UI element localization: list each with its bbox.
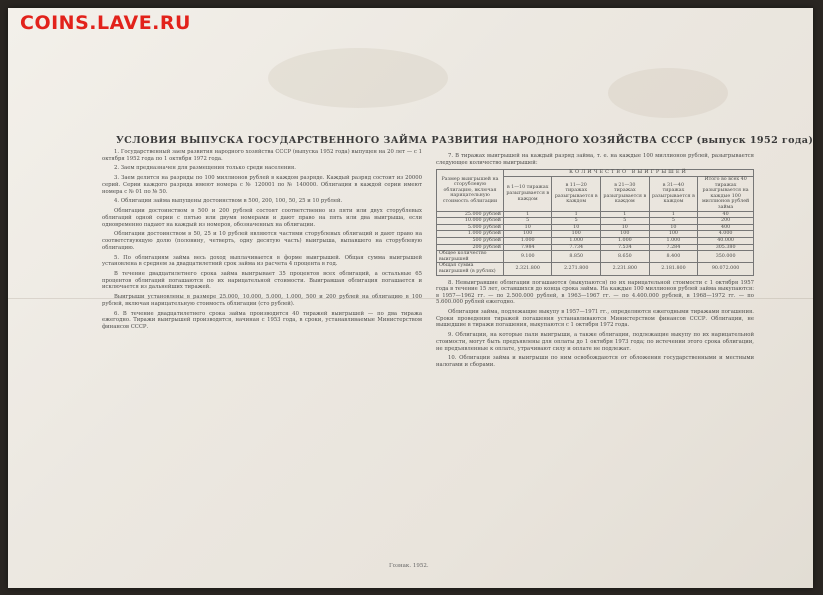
table-header-size: Размер выигрышей на сторублевую облигацию, включая нарицательную стоимость облигации [437, 170, 504, 211]
table-row [437, 218, 754, 225]
table-col-1: в 1—10 тиражах разыгрывается в каждом [504, 177, 552, 212]
table-cell: 7.284 [649, 244, 698, 251]
table-cell: 500 рублей [437, 238, 504, 245]
condition-paragraph: Облигации достоинством в 500 и 200 рублей состоят соответственно из пяти или двух сторублевых облигаций одной серии с пятью или двумя номерами и дают право на пять или два выигрыша, если одновременно падают на каждый из номеров, обозначенных на облигации. [102, 208, 422, 228]
table-cell: 40.000 [698, 238, 754, 245]
table-total-row [437, 251, 754, 263]
table-cell: 350.000 [698, 251, 754, 263]
table-cell: 9.100 [504, 251, 552, 263]
paper-stain [608, 68, 728, 118]
table-cell: 10 [649, 224, 698, 231]
table-col-2: в 11—20 тиражах разыгрывается в каждом [552, 177, 601, 212]
table-cell: 10 [504, 224, 552, 231]
table-cell: 100 [552, 231, 601, 238]
table-cell: 2.321.800 [504, 263, 552, 275]
table-row [437, 211, 754, 218]
watermark: COINS.LAVE.RU [20, 12, 191, 34]
table-cell: 5 [552, 218, 601, 225]
table-cell: 2.181.800 [649, 263, 698, 275]
table-cell: 5 [504, 218, 552, 225]
table-cell: 2.231.800 [601, 263, 650, 275]
bond-paper [8, 8, 813, 588]
table-cell: 1 [552, 211, 601, 218]
condition-paragraph: 3. Заем делится на разряды по 100 миллионов рублей в каждом разряде. Каждый разряд состоит из 20000 серий. Серии каждого разряда имеют номера с № 120001 по № 140000. Облигации в каждой серии имеют номера с № 01 по № 50. [102, 175, 422, 195]
table-cell: 7.534 [601, 244, 650, 251]
table-cell: 8.850 [552, 251, 601, 263]
condition-paragraph: В течение двадцатилетнего срока займа выигрывает 35 процентов всех облигаций, а остальные 65 процентов облигаций погашаются по их нарицательной стоимости. Выигравшая облигация погашается и исключается из дальнейших тиражей. [102, 270, 422, 291]
condition-paragraph: 9. Облигации, на которые пали выигрыши, а также облигации, подлежащие выкупу по их нарицательной стоимости, могут быть предъявлены для оплаты до 1 октября 1973 года; по истечении этого срока облигации, не предъявленные к оплате, утрачивают силу и оплате не подлежат. [436, 332, 754, 352]
table-cell: 1.000 [552, 238, 601, 245]
table-total-label: Общее количество выигрышей [437, 251, 504, 263]
condition-paragraph: 2. Заем предназначен для размещения только среди населения. [114, 165, 296, 172]
table-cell: 5 [649, 218, 698, 225]
table-col-4: в 31—40 тиражах разыгрывается в каждом [649, 177, 698, 212]
condition-paragraph: 4. Облигации займа выпущены достоинством в 500, 200, 100, 50, 25 и 10 рублей. [114, 198, 343, 205]
table-cell: 8.650 [601, 251, 650, 263]
table-cell: 1.000 рублей [437, 231, 504, 238]
table-cell: 10 [552, 224, 601, 231]
table-cell: 2.271.800 [552, 263, 601, 275]
printer-mark: Гознак. 1952. [389, 563, 429, 569]
table-cell: 1.000 [601, 238, 650, 245]
right-column [436, 153, 754, 372]
table-total-label: Общая сумма выигрышей (в рублях) [437, 263, 504, 275]
table-cell: 100 [601, 231, 650, 238]
table-cell: 7.984 [504, 244, 552, 251]
table-col-5: Итого во всех 40 тиражах разыгрывается на каждые 100 миллионов рублей займа [698, 177, 754, 212]
paper-stain [268, 48, 448, 108]
table-total-row [437, 263, 754, 275]
table-col-3: в 21—30 тиражах разыгрывается в каждом [601, 177, 650, 212]
condition-paragraph: Облигации достоинством в 50, 25 и 10 рублей являются частями сторублевых облигаций и дают право на соответствующую долю (половину, четверть, одну десятую часть) выигрыша, выпавшего на сторублевую облигацию. [102, 231, 422, 251]
winnings-table [436, 169, 754, 275]
table-cell: 1 [504, 211, 552, 218]
table-cell: 4.000 [698, 231, 754, 238]
table-cell: 10 [601, 224, 650, 231]
condition-paragraph: 10. Облигации займа и выигрыши по ним освобождаются от обложения государственными и местными налогами и сборами. [436, 355, 754, 368]
table-row [437, 244, 754, 251]
table-cell: 400 [698, 224, 754, 231]
table-cell: 5 [601, 218, 650, 225]
table-row [437, 238, 754, 245]
table-cell: 100 [504, 231, 552, 238]
table-cell: 7.734 [552, 244, 601, 251]
table-cell: 305.380 [698, 244, 754, 251]
table-cell: 90.072.000 [698, 263, 754, 275]
table-cell: 1.000 [649, 238, 698, 245]
table-header-count: КОЛИЧЕСТВО ВЫИГРЫШЕЙ [504, 170, 754, 177]
condition-paragraph: 7. В тиражах выигрышей на каждый разряд займа, т. е. на каждые 100 миллионов рублей, разыгрывается следующее количество выигрышей: [436, 153, 754, 166]
table-cell: 40 [698, 211, 754, 218]
table-cell: 1 [649, 211, 698, 218]
table-cell: 200 [698, 218, 754, 225]
table-cell: 10.000 рублей [437, 218, 504, 225]
condition-paragraph: 6. В течение двадцатилетнего срока займа производится 40 тиражей выигрышей — по два тиража ежегодно. Тиражи выигрышей производятся, начиная с 1953 года, в сроки, устанавливаемые Министерством финансов СССР. [102, 310, 422, 330]
table-row [437, 224, 754, 231]
condition-paragraph: 1. Государственный заем развития народного хозяйства СССР (выпуска 1952 года) выпущен на 20 лет — с 1 октября 1952 года по 1 октября 1972 года. [102, 149, 422, 162]
table-cell: 8.400 [649, 251, 698, 263]
table-cell: 5.000 рублей [437, 224, 504, 231]
table-cell: 1.000 [504, 238, 552, 245]
condition-paragraph: 5. По облигациям займа весь доход выплачивается в форме выигрышей. Общая сумма выигрышей установлена в среднем за двадцатилетний срок займа из расчета 4 процента в год. [102, 254, 422, 268]
table-cell: 200 рублей [437, 244, 504, 251]
table-cell: 1 [601, 211, 650, 218]
document-title: УСЛОВИЯ ВЫПУСКА ГОСУДАРСТВЕННОГО ЗАЙМА РАЗВИТИЯ НАРОДНОГО ХОЗЯЙСТВА СССР (выпуск 1952 года) [116, 135, 813, 146]
table-row [437, 231, 754, 238]
left-column [102, 149, 422, 334]
table-cell: 25.000 рублей [437, 211, 504, 218]
condition-paragraph: Облигации займа, подлежащие выкупу в 1957—1971 гг., определяются ежегодными тиражами погашения. Сроки проведения тиражей погашения устанавливаются Министерством финансов СССР. Облигации, не вышедшие в тиражи погашения, выкупаются с 1 октября 1972 года. [436, 309, 754, 329]
condition-paragraph: 8. Невыигравшие облигации погашаются (выкупаются) по их нарицательной стоимости с 1 октября 1957 года в течение 15 лет, оставшихся до конца срока займа. На каждые 100 миллионов рублей займа выкупаются: в 1957—1962 гг. — по 2.500.000 рублей, в 1963—1967 гг. — по 4.400.000 рублей, в 1968—1972 гг. — по 5.600.000 рублей ежегодно. [436, 279, 754, 306]
table-cell: 100 [649, 231, 698, 238]
condition-paragraph: Выигрыши установлены в размере 25.000, 10.000, 5.000, 1.000, 500 и 200 рублей на облигацию в 100 рублей, включая нарицательную стоимость облигации (сто рублей). [102, 294, 422, 307]
